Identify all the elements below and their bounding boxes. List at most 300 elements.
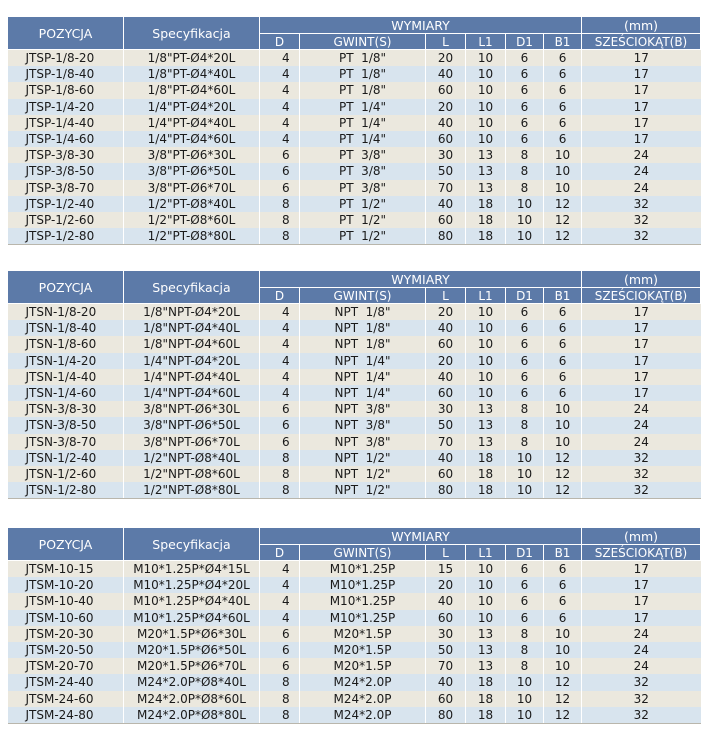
cell-b1: 12: [544, 691, 582, 707]
cell-d1: 10: [506, 707, 544, 724]
column-header: GWINT(S): [300, 34, 426, 50]
cell-d: 6: [260, 147, 300, 163]
cell-l: 40: [426, 593, 466, 609]
cell-pozycja: JTSP-1/4-20: [8, 99, 124, 115]
cell-d1: 10: [506, 691, 544, 707]
cell-gwint: NPT 1/2": [300, 482, 426, 499]
cell-szesciokat: 32: [582, 466, 701, 482]
cell-b1: 6: [544, 304, 582, 321]
cell-d1: 8: [506, 417, 544, 433]
cell-szesciokat: 24: [582, 642, 701, 658]
cell-gwint: M10*1.25P: [300, 561, 426, 578]
cell-b1: 6: [544, 320, 582, 336]
cell-l: 30: [426, 626, 466, 642]
header-unit: (mm): [582, 528, 701, 545]
cell-szesciokat: 17: [582, 82, 701, 98]
cell-l: 40: [426, 196, 466, 212]
table-row: [8, 707, 701, 724]
cell-gwint: PT 3/8": [300, 180, 426, 196]
cell-szesciokat: 17: [582, 577, 701, 593]
cell-d: 8: [260, 228, 300, 245]
cell-gwint: PT 3/8": [300, 147, 426, 163]
cell-d1: 8: [506, 642, 544, 658]
cell-specyfikacja: 1/4"PT-Ø4*20L: [124, 99, 260, 115]
cell-pozycja: JTSN-3/8-30: [8, 401, 124, 417]
cell-d: 6: [260, 626, 300, 642]
cell-b1: 6: [544, 82, 582, 98]
cell-l: 60: [426, 212, 466, 228]
cell-d1: 6: [506, 66, 544, 82]
cell-d1: 8: [506, 658, 544, 674]
cell-pozycja: JTSN-3/8-70: [8, 434, 124, 450]
cell-d: 8: [260, 482, 300, 499]
cell-pozycja: JTSM-20-30: [8, 626, 124, 642]
cell-l: 70: [426, 180, 466, 196]
column-header: L1: [466, 34, 506, 50]
cell-b1: 6: [544, 66, 582, 82]
cell-l: 60: [426, 691, 466, 707]
header-specyfikacja: Specyfikacja: [124, 528, 260, 561]
cell-l1: 18: [466, 674, 506, 690]
cell-specyfikacja: 1/8"PT-Ø4*40L: [124, 66, 260, 82]
cell-specyfikacja: 1/8"NPT-Ø4*40L: [124, 320, 260, 336]
cell-l: 30: [426, 401, 466, 417]
cell-d: 8: [260, 212, 300, 228]
cell-pozycja: JTSM-24-80: [8, 707, 124, 724]
cell-pozycja: JTSP-3/8-70: [8, 180, 124, 196]
cell-gwint: PT 1/4": [300, 131, 426, 147]
cell-l: 60: [426, 610, 466, 626]
cell-gwint: NPT 3/8": [300, 401, 426, 417]
header-pozycja: POZYCJA: [8, 17, 124, 50]
cell-l: 80: [426, 707, 466, 724]
cell-specyfikacja: 3/8"NPT-Ø6*30L: [124, 401, 260, 417]
cell-specyfikacja: 1/8"NPT-Ø4*20L: [124, 304, 260, 321]
cell-l: 20: [426, 304, 466, 321]
header-wymiary: WYMIARY: [260, 528, 582, 545]
cell-gwint: NPT 1/4": [300, 385, 426, 401]
cell-b1: 12: [544, 196, 582, 212]
cell-gwint: PT 1/2": [300, 212, 426, 228]
column-header: D: [260, 545, 300, 561]
table-row: [8, 482, 701, 499]
cell-b1: 12: [544, 707, 582, 724]
column-header: L1: [466, 545, 506, 561]
cell-d1: 8: [506, 401, 544, 417]
cell-l1: 13: [466, 147, 506, 163]
column-header: L: [426, 545, 466, 561]
cell-gwint: NPT 1/8": [300, 304, 426, 321]
table-row: [8, 196, 701, 212]
cell-gwint: NPT 1/2": [300, 466, 426, 482]
table-row: [8, 642, 701, 658]
column-header: B1: [544, 288, 582, 304]
cell-d1: 10: [506, 466, 544, 482]
cell-d1: 8: [506, 180, 544, 196]
cell-pozycja: JTSP-3/8-50: [8, 163, 124, 179]
cell-szesciokat: 17: [582, 561, 701, 578]
cell-pozycja: JTSP-1/2-40: [8, 196, 124, 212]
cell-pozycja: JTSM-20-70: [8, 658, 124, 674]
table-row: [8, 320, 701, 336]
cell-pozycja: JTSN-1/4-40: [8, 369, 124, 385]
column-header: GWINT(S): [300, 288, 426, 304]
cell-szesciokat: 17: [582, 50, 701, 67]
cell-b1: 6: [544, 115, 582, 131]
table-row: [8, 561, 701, 578]
cell-specyfikacja: 1/2"NPT-Ø8*60L: [124, 466, 260, 482]
cell-l1: 10: [466, 385, 506, 401]
cell-d: 4: [260, 610, 300, 626]
column-header: L: [426, 288, 466, 304]
cell-l1: 10: [466, 593, 506, 609]
cell-d: 8: [260, 196, 300, 212]
cell-b1: 6: [544, 353, 582, 369]
cell-d1: 10: [506, 196, 544, 212]
header-specyfikacja: Specyfikacja: [124, 17, 260, 50]
cell-l1: 10: [466, 369, 506, 385]
cell-szesciokat: 32: [582, 212, 701, 228]
cell-pozycja: JTSM-10-20: [8, 577, 124, 593]
table-row: [8, 450, 701, 466]
cell-specyfikacja: 3/8"NPT-Ø6*50L: [124, 417, 260, 433]
cell-specyfikacja: M24*2.0P*Ø8*40L: [124, 674, 260, 690]
cell-d: 4: [260, 82, 300, 98]
cell-b1: 10: [544, 417, 582, 433]
cell-d: 4: [260, 353, 300, 369]
cell-specyfikacja: 1/4"NPT-Ø4*20L: [124, 353, 260, 369]
cell-l: 80: [426, 482, 466, 499]
cell-szesciokat: 24: [582, 417, 701, 433]
cell-d: 4: [260, 99, 300, 115]
cell-l: 50: [426, 163, 466, 179]
column-header: D: [260, 288, 300, 304]
cell-d1: 10: [506, 228, 544, 245]
cell-gwint: NPT 1/2": [300, 450, 426, 466]
cell-specyfikacja: M10*1.25P*Ø4*40L: [124, 593, 260, 609]
table-row: [8, 466, 701, 482]
cell-d1: 6: [506, 577, 544, 593]
cell-l1: 10: [466, 320, 506, 336]
cell-d: 4: [260, 577, 300, 593]
cell-specyfikacja: M20*1.5P*Ø6*30L: [124, 626, 260, 642]
column-header: B1: [544, 34, 582, 50]
cell-d1: 8: [506, 626, 544, 642]
table-row: [8, 369, 701, 385]
cell-szesciokat: 17: [582, 353, 701, 369]
cell-b1: 10: [544, 434, 582, 450]
cell-gwint: NPT 1/4": [300, 369, 426, 385]
table-row: [8, 385, 701, 401]
cell-l1: 18: [466, 707, 506, 724]
cell-d1: 6: [506, 131, 544, 147]
cell-l1: 18: [466, 482, 506, 499]
cell-gwint: PT 3/8": [300, 163, 426, 179]
cell-specyfikacja: 1/8"PT-Ø4*60L: [124, 82, 260, 98]
cell-gwint: PT 1/2": [300, 228, 426, 245]
cell-l1: 10: [466, 99, 506, 115]
cell-gwint: M10*1.25P: [300, 610, 426, 626]
cell-d: 4: [260, 115, 300, 131]
column-header: SZEŚCIOKĄT(B): [582, 545, 701, 561]
cell-l1: 18: [466, 691, 506, 707]
cell-pozycja: JTSP-1/4-40: [8, 115, 124, 131]
cell-specyfikacja: 1/2"NPT-Ø8*40L: [124, 450, 260, 466]
cell-l: 20: [426, 353, 466, 369]
cell-l: 60: [426, 82, 466, 98]
cell-d1: 10: [506, 674, 544, 690]
cell-szesciokat: 32: [582, 674, 701, 690]
cell-d1: 10: [506, 450, 544, 466]
cell-l: 40: [426, 369, 466, 385]
cell-pozycja: JTSM-24-60: [8, 691, 124, 707]
cell-pozycja: JTSN-1/2-40: [8, 450, 124, 466]
cell-szesciokat: 32: [582, 691, 701, 707]
cell-l1: 10: [466, 561, 506, 578]
cell-szesciokat: 17: [582, 99, 701, 115]
cell-d: 4: [260, 131, 300, 147]
cell-szesciokat: 17: [582, 115, 701, 131]
cell-pozycja: JTSM-10-15: [8, 561, 124, 578]
cell-specyfikacja: 1/4"NPT-Ø4*40L: [124, 369, 260, 385]
cell-b1: 10: [544, 147, 582, 163]
cell-gwint: NPT 3/8": [300, 417, 426, 433]
cell-b1: 6: [544, 131, 582, 147]
cell-b1: 6: [544, 385, 582, 401]
cell-l1: 18: [466, 450, 506, 466]
header-unit: (mm): [582, 271, 701, 288]
cell-d1: 6: [506, 50, 544, 67]
cell-szesciokat: 17: [582, 131, 701, 147]
cell-d: 4: [260, 593, 300, 609]
cell-b1: 12: [544, 450, 582, 466]
cell-l: 60: [426, 131, 466, 147]
cell-specyfikacja: 3/8"PT-Ø6*30L: [124, 147, 260, 163]
cell-d: 4: [260, 369, 300, 385]
cell-gwint: NPT 1/8": [300, 320, 426, 336]
table-row: [8, 66, 701, 82]
header-specyfikacja: Specyfikacja: [124, 271, 260, 304]
table-row: [8, 163, 701, 179]
table-row: [8, 50, 701, 67]
cell-d: 8: [260, 674, 300, 690]
table-row: [8, 147, 701, 163]
cell-d: 4: [260, 385, 300, 401]
cell-gwint: NPT 1/4": [300, 353, 426, 369]
table-row: [8, 610, 701, 626]
cell-l: 80: [426, 228, 466, 245]
cell-l: 40: [426, 66, 466, 82]
cell-specyfikacja: 3/8"PT-Ø6*50L: [124, 163, 260, 179]
spec-table: [7, 270, 701, 499]
cell-specyfikacja: 3/8"NPT-Ø6*70L: [124, 434, 260, 450]
cell-d1: 8: [506, 163, 544, 179]
cell-d: 4: [260, 66, 300, 82]
cell-szesciokat: 17: [582, 66, 701, 82]
cell-szesciokat: 24: [582, 658, 701, 674]
header-wymiary: WYMIARY: [260, 271, 582, 288]
cell-specyfikacja: 1/8"PT-Ø4*20L: [124, 50, 260, 67]
cell-d: 6: [260, 658, 300, 674]
cell-pozycja: JTSP-3/8-30: [8, 147, 124, 163]
cell-l: 20: [426, 50, 466, 67]
table-row: [8, 593, 701, 609]
table-row: [8, 353, 701, 369]
table-row: [8, 658, 701, 674]
table-row: [8, 434, 701, 450]
cell-d: 4: [260, 320, 300, 336]
table-row: [8, 691, 701, 707]
cell-d: 4: [260, 336, 300, 352]
cell-gwint: PT 1/8": [300, 82, 426, 98]
cell-d1: 8: [506, 147, 544, 163]
table-row: [8, 577, 701, 593]
column-header: B1: [544, 545, 582, 561]
cell-l: 70: [426, 658, 466, 674]
cell-d1: 6: [506, 82, 544, 98]
cell-specyfikacja: 1/4"PT-Ø4*60L: [124, 131, 260, 147]
cell-specyfikacja: 1/2"PT-Ø8*40L: [124, 196, 260, 212]
spec-table: [7, 527, 701, 724]
cell-pozycja: JTSP-1/8-20: [8, 50, 124, 67]
table-row: [8, 115, 701, 131]
cell-specyfikacja: 3/8"PT-Ø6*70L: [124, 180, 260, 196]
cell-szesciokat: 17: [582, 385, 701, 401]
cell-l: 50: [426, 642, 466, 658]
cell-d1: 10: [506, 482, 544, 499]
cell-d: 4: [260, 561, 300, 578]
table-row: [8, 417, 701, 433]
cell-d1: 6: [506, 353, 544, 369]
cell-pozycja: JTSM-20-50: [8, 642, 124, 658]
cell-szesciokat: 17: [582, 336, 701, 352]
cell-l1: 10: [466, 82, 506, 98]
cell-l1: 13: [466, 642, 506, 658]
table-row: [8, 180, 701, 196]
cell-l1: 13: [466, 626, 506, 642]
cell-szesciokat: 17: [582, 369, 701, 385]
cell-gwint: PT 1/4": [300, 99, 426, 115]
cell-szesciokat: 17: [582, 610, 701, 626]
cell-szesciokat: 17: [582, 320, 701, 336]
column-header: L: [426, 34, 466, 50]
cell-pozycja: JTSP-1/4-60: [8, 131, 124, 147]
cell-l: 60: [426, 466, 466, 482]
cell-specyfikacja: 1/2"PT-Ø8*60L: [124, 212, 260, 228]
cell-l1: 10: [466, 131, 506, 147]
cell-l: 70: [426, 434, 466, 450]
cell-l1: 18: [466, 466, 506, 482]
cell-d1: 6: [506, 99, 544, 115]
cell-gwint: PT 1/4": [300, 115, 426, 131]
cell-gwint: NPT 1/8": [300, 336, 426, 352]
cell-gwint: M10*1.25P: [300, 577, 426, 593]
cell-gwint: M20*1.5P: [300, 642, 426, 658]
cell-b1: 10: [544, 626, 582, 642]
cell-l1: 10: [466, 115, 506, 131]
cell-l: 60: [426, 336, 466, 352]
table-row: [8, 304, 701, 321]
table-row: [8, 674, 701, 690]
cell-pozycja: JTSN-1/8-20: [8, 304, 124, 321]
cell-l: 20: [426, 577, 466, 593]
cell-d1: 6: [506, 320, 544, 336]
cell-specyfikacja: M10*1.25P*Ø4*20L: [124, 577, 260, 593]
cell-l1: 10: [466, 50, 506, 67]
cell-l: 20: [426, 99, 466, 115]
header-unit: (mm): [582, 17, 701, 34]
header-wymiary: WYMIARY: [260, 17, 582, 34]
cell-specyfikacja: 1/8"NPT-Ø4*60L: [124, 336, 260, 352]
cell-szesciokat: 24: [582, 163, 701, 179]
cell-l: 40: [426, 115, 466, 131]
cell-d1: 6: [506, 115, 544, 131]
cell-specyfikacja: M24*2.0P*Ø8*60L: [124, 691, 260, 707]
cell-l1: 13: [466, 163, 506, 179]
cell-specyfikacja: M20*1.5P*Ø6*70L: [124, 658, 260, 674]
column-header: L1: [466, 288, 506, 304]
cell-l: 50: [426, 417, 466, 433]
cell-l1: 13: [466, 417, 506, 433]
cell-gwint: M10*1.25P: [300, 593, 426, 609]
cell-b1: 12: [544, 466, 582, 482]
cell-pozycja: JTSN-1/2-60: [8, 466, 124, 482]
cell-b1: 6: [544, 577, 582, 593]
cell-pozycja: JTSM-24-40: [8, 674, 124, 690]
cell-d1: 6: [506, 385, 544, 401]
column-header: SZEŚCIOKĄT(B): [582, 34, 701, 50]
cell-d: 6: [260, 180, 300, 196]
cell-pozycja: JTSN-1/4-60: [8, 385, 124, 401]
cell-b1: 6: [544, 99, 582, 115]
column-header: SZEŚCIOKĄT(B): [582, 288, 701, 304]
table-row: [8, 401, 701, 417]
cell-specyfikacja: M20*1.5P*Ø6*50L: [124, 642, 260, 658]
cell-szesciokat: 32: [582, 196, 701, 212]
cell-d: 6: [260, 401, 300, 417]
cell-b1: 12: [544, 674, 582, 690]
cell-szesciokat: 24: [582, 626, 701, 642]
cell-l: 40: [426, 320, 466, 336]
cell-d: 4: [260, 304, 300, 321]
table-row: [8, 131, 701, 147]
cell-d1: 6: [506, 336, 544, 352]
cell-gwint: M24*2.0P: [300, 674, 426, 690]
cell-l1: 10: [466, 610, 506, 626]
cell-pozycja: JTSP-1/2-60: [8, 212, 124, 228]
cell-gwint: M20*1.5P: [300, 658, 426, 674]
table-row: [8, 82, 701, 98]
cell-l: 40: [426, 674, 466, 690]
table-row: [8, 336, 701, 352]
cell-szesciokat: 32: [582, 450, 701, 466]
header-pozycja: POZYCJA: [8, 271, 124, 304]
column-header: D1: [506, 545, 544, 561]
cell-pozycja: JTSM-10-60: [8, 610, 124, 626]
cell-specyfikacja: 1/4"NPT-Ø4*60L: [124, 385, 260, 401]
cell-l: 15: [426, 561, 466, 578]
cell-specyfikacja: M24*2.0P*Ø8*80L: [124, 707, 260, 724]
cell-pozycja: JTSN-1/8-60: [8, 336, 124, 352]
cell-d1: 8: [506, 434, 544, 450]
cell-l: 40: [426, 450, 466, 466]
spec-table: [7, 16, 701, 245]
cell-l1: 18: [466, 228, 506, 245]
cell-pozycja: JTSP-1/8-40: [8, 66, 124, 82]
cell-pozycja: JTSM-10-40: [8, 593, 124, 609]
column-header: GWINT(S): [300, 545, 426, 561]
cell-l1: 13: [466, 401, 506, 417]
